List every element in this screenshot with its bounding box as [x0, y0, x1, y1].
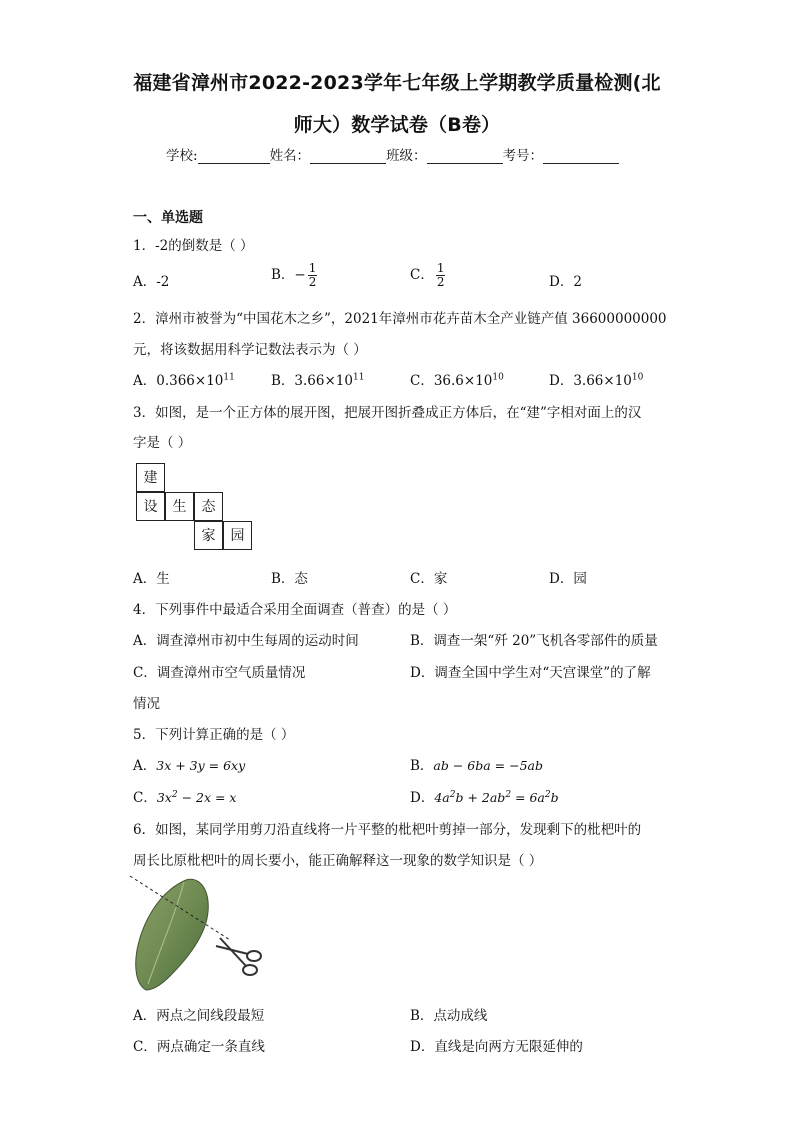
leaf-scissors-figure: [128, 872, 273, 994]
q2-stem-line2: 元，将该数据用科学记数法表示为（ ）: [133, 342, 367, 358]
q6-option-a: A．两点之间线段最短: [133, 1008, 265, 1024]
net-cell: 生: [165, 492, 194, 521]
net-cell: 园: [223, 521, 252, 550]
q1-stem: 1．-2的倒数是（ ）: [133, 238, 254, 254]
q6-option-d: D．直线是向两方无限延伸的: [410, 1039, 583, 1055]
q6-stem-line1: 6．如图，某同学用剪刀沿直线将一片平整的枇杷叶剪掉一部分，发现剩下的枇杷叶的: [133, 822, 642, 838]
q4-option-d: D．调查全国中学生对“天宫课堂”的了解: [410, 665, 651, 681]
q1-option-c: C． $\frac{1}{2}$: [410, 261, 445, 289]
number-label: 考号：: [502, 148, 544, 164]
q6-stem-line2: 周长比原枇杷叶的周长要小，能正确解释这一现象的数学知识是（ ）: [133, 853, 543, 869]
q5-option-c: C．$3x^2 - 2x = x$: [133, 789, 237, 806]
school-blank[interactable]: [198, 148, 270, 164]
q1-option-d: D．2: [549, 274, 582, 290]
q2-option-b: B．$3.66\times 10^{11}$: [271, 372, 365, 389]
q3-stem-line2: 字是（ ）: [133, 435, 192, 451]
exam-title-line2: 师大）数学试卷（B卷）: [293, 114, 501, 136]
name-blank[interactable]: [310, 148, 386, 164]
q6-option-b: B．点动成线: [410, 1008, 488, 1024]
exam-title-line1: 福建省漳州市2022-2023学年七年级上学期教学质量检测(北: [133, 72, 661, 94]
q5-option-b: B．ab − 6ba = −5ab: [410, 758, 544, 774]
net-cell: 建: [136, 463, 165, 492]
name-label: 姓名：: [269, 148, 311, 164]
school-label: 学校:: [166, 148, 198, 164]
net-cell: 家: [194, 521, 223, 550]
q3-stem-line1: 3．如图，是一个正方体的展开图，把展开图折叠成正方体后，在“建”字相对面上的汉: [133, 405, 642, 421]
leaf-image: [136, 879, 209, 990]
q3-option-b: B．态: [271, 571, 308, 587]
q4-stem: 4．下列事件中最适合采用全面调查（普查）的是（ ）: [133, 602, 457, 618]
q5-option-a: A．3x + 3y = 6xy: [133, 758, 246, 774]
section-heading: 一、单选题: [133, 210, 203, 226]
q3-option-a: A．生: [133, 571, 170, 587]
number-blank[interactable]: [543, 148, 619, 164]
q4-option-a: A．调查漳州市初中生每周的运动时间: [133, 633, 359, 649]
q4-option-d-continued: 情况: [133, 696, 160, 712]
q1-option-b: B．− $\frac{1}{2}$: [271, 261, 317, 289]
q5-stem: 5．下列计算正确的是（ ）: [133, 727, 295, 743]
q6-option-c: C．两点确定一条直线: [133, 1039, 265, 1055]
q2-stem-line1: 2．漳州市被誉为“中国花木之乡”，2021年漳州市花卉苗木全产业链产值 36600000000: [133, 311, 667, 327]
net-cell: 设: [136, 492, 165, 521]
net-cell: 态: [194, 492, 223, 521]
q2-option-c: C．$36.6\times 10^{10}$: [410, 372, 504, 389]
q4-option-b: B．调查一架“歼 20”飞机各零部件的质量: [410, 633, 658, 649]
fraction: $\frac{1}{2}$: [308, 261, 317, 289]
q1-option-a: A．-2: [133, 274, 170, 290]
q3-option-d: D．园: [549, 571, 587, 587]
q2-option-a: A．$0.366\times 10^{11}$: [133, 372, 235, 389]
class-blank[interactable]: [427, 148, 503, 164]
q3-option-c: C．家: [410, 571, 448, 587]
student-info-row: [166, 144, 619, 164]
q4-option-c: C．调查漳州市空气质量情况: [133, 665, 306, 681]
fraction: $\frac{1}{2}$: [436, 261, 445, 289]
q2-option-d: D．$3.66\times 10^{10}$: [549, 372, 644, 389]
scissors-icon: [216, 938, 261, 975]
q5-option-d: D．$4a^2b + 2ab^2 = 6a^2b$: [410, 789, 559, 806]
class-label: 班级：: [386, 148, 427, 164]
